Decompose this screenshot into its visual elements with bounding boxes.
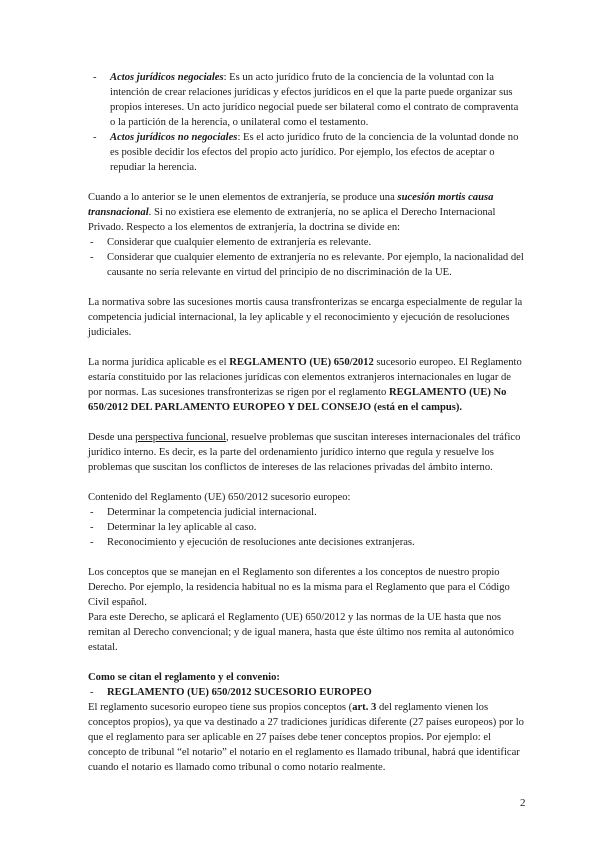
list-item-contenido-2	[88, 520, 526, 535]
list-item-contenido-1	[88, 505, 526, 520]
list-item-text: Determinar la competencia judicial internacional.	[107, 507, 317, 518]
list-dash: -	[93, 72, 97, 83]
term-actos-negociales: Actos jurídicos negociales	[110, 72, 224, 83]
paragraph-conceptos-propios	[88, 700, 526, 775]
list-item-doctrina-2	[88, 250, 526, 280]
text-fragment: sucesorio europeo. El Reglamento estaría constituido por las relaciones jurídicas con elementos extranjeros internacionales en lugar de por normas. Las sucesiones transfronterizas se rigen por el reglamento	[88, 357, 522, 398]
list-item-text: Considerar que cualquier elemento de extranjería no es relevante. Por ejemplo, la nacionalidad del causante no sería relevante en virtud del principio de no discriminación de la UE.	[107, 252, 524, 278]
contenido-title: Contenido del Reglamento (UE) 650/2012 sucesorio europeo:	[88, 492, 351, 503]
list-item-text: Reconocimiento y ejecución de resoluciones ante decisiones extranjeras.	[107, 537, 415, 548]
list-item-text: Determinar la ley aplicable al caso.	[107, 522, 257, 533]
paragraph-derecho: Para este Derecho, se aplicará el Reglamento (UE) 650/2012 y las normas de la UE hasta que nos remitan al Derecho convencional; y de igual manera, hasta que éste último nos remita al autonómico estatal.	[88, 612, 514, 653]
list-item-actos-no-negociales	[91, 130, 526, 175]
text-fragment: del reglamento vienen los conceptos propios), ya que va destinado a 27 tradiciones jurídicas diferente (27 países europeos) por lo que el reglamento para ser aplicable en 27 países debe tener conceptos propios. Por ejemplo: el concepto de tribunal “el notario” el notario en el reglamento es llamado tribunal, habrá que identificar cuando el notario es llamado como tribunal o como notario realmente.	[88, 702, 524, 773]
paragraph-norma-aplicable	[88, 355, 526, 415]
reglamento-title: REGLAMENTO (UE) 650/2012 SUCESORIO EUROPEO	[107, 687, 372, 698]
text-fragment: La norma jurídica aplicable es el	[88, 357, 230, 368]
underlined-term: perspectiva funcional	[135, 432, 226, 443]
list-item-doctrina-1	[88, 235, 526, 250]
list-item-reglamento	[88, 685, 526, 700]
page-number: 2	[520, 797, 526, 809]
definition-actos-no-negociales: : Es el acto jurídico fruto de la conciencia de la voluntad donde no es posible decidir los efectos del propio acto jurídico. Por ejemplo, los efectos de aceptar o repudiar la herencia.	[110, 132, 519, 173]
paragraph-perspectiva-funcional	[88, 430, 526, 475]
list-dash: -	[90, 687, 94, 698]
text-fragment: Cuando a lo anterior se le unen elementos de extranjería, se produce una	[88, 192, 398, 203]
list-dash: -	[90, 522, 94, 533]
text-fragment: El reglamento sucesorio europeo tiene sus propios conceptos (	[88, 702, 353, 713]
reglamento-full-reference: REGLAMENTO (UE) No 650/2012 DEL PARLAMENTO EUROPEO Y DEL CONSEJO (está en el campus).	[88, 387, 507, 413]
list-item-contenido-3	[88, 535, 526, 550]
list-dash: -	[90, 537, 94, 548]
text-fragment: . Si no existiera ese elemento de extranjería, no se aplica el Derecho Internacional Privado. Respecto a los elementos de extranjería, la doctrina se divide en:	[88, 207, 496, 233]
citation-heading-text: Como se citan el reglamento y el convenio:	[88, 672, 280, 683]
citation-heading	[88, 670, 526, 685]
list-dash: -	[90, 507, 94, 518]
paragraph-transnacional	[88, 190, 526, 235]
list-item-text: Considerar que cualquier elemento de extranjería es relevante.	[107, 237, 372, 248]
paragraph-conceptos: Los conceptos que se manejan en el Reglamento son diferentes a los conceptos de nuestro propio Derecho. Por ejemplo, la residencia habitual no es la misma para el Reglamento que para el Código Civil español.	[88, 567, 510, 608]
term-actos-no-negociales: Actos jurídicos no negociales	[110, 132, 238, 143]
term-sucesion-transnacional: sucesión mortis causa transnacional	[88, 192, 494, 218]
list-dash: -	[90, 237, 94, 248]
page-content	[88, 70, 526, 775]
list-dash: -	[90, 252, 94, 263]
list-dash: -	[93, 132, 97, 143]
text-fragment: , resuelve problemas que suscitan intereses internacionales del tráfico jurídico interno. Es decir, es la parte del ordenamiento jurídico interno que regula y resuelve los problemas que suscitan los conflictos de intereses de las relaciones privadas del ámbito interno.	[88, 432, 521, 473]
definition-actos-negociales: : Es un acto jurídico fruto de la conciencia de la voluntad con la intención de crear relaciones jurídicas y efectos jurídicos en el que la parte puede organizar sus propios intereses. Un acto jurídico negocial puede ser bilateral como el contrato de compraventa o la partición de la herencia, o unilateral como el testamento.	[110, 72, 519, 128]
paragraph-normativa: La normativa sobre las sucesiones mortis causa transfronterizas se encarga especialmente de regular la competencia judicial internacional, la ley aplicable y el reconocimiento y ejecución de resoluciones judiciales.	[88, 297, 523, 338]
text-fragment: Desde una	[88, 432, 136, 443]
reglamento-reference: REGLAMENTO (UE) 650/2012	[229, 357, 374, 368]
article-reference: art. 3	[352, 702, 377, 713]
list-item-actos-negociales	[91, 70, 526, 130]
